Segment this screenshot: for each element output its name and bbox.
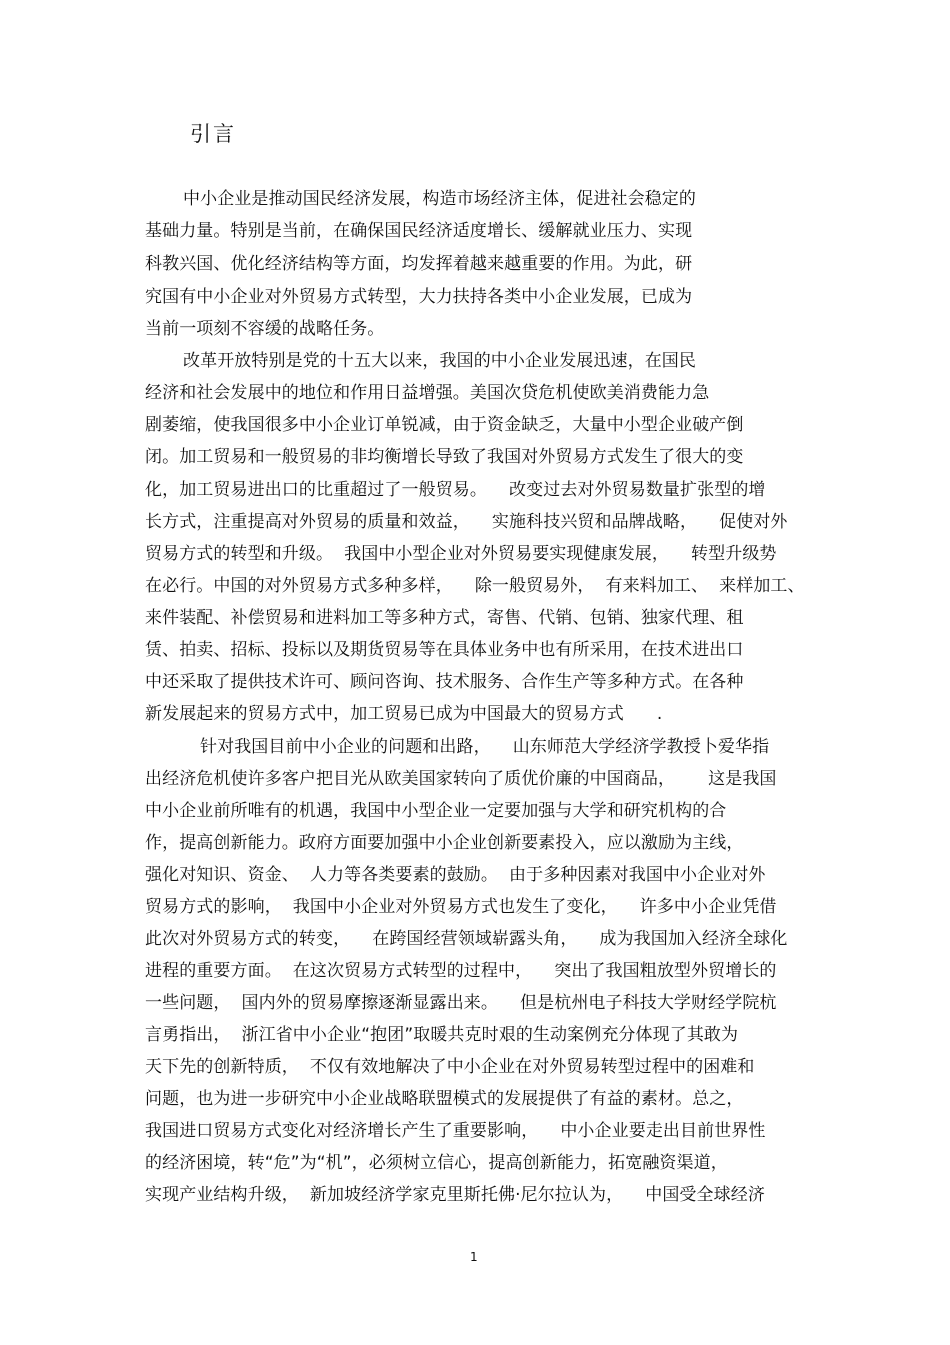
text-line: 贸易方式的转型和升级。 我国中小型企业对外贸易要实现健康发展， 转型升级势 [145, 544, 777, 564]
text-line: 改革开放特别是党的十五大以来，我国的中小企业发展迅速，在国民 [183, 351, 696, 371]
text-line: 闭。加工贸易和一般贸易的非均衡增长导致了我国对外贸易方式发生了很大的变 [145, 447, 744, 467]
text-line: 言勇指出， 浙江省中小企业“抱团”取暖共克时艰的生动案例充分体现了其敢为 [145, 1025, 739, 1045]
text-line: 贸易方式的影响， 我国中小企业对外贸易方式也发生了变化， 许多中小企业凭借 [145, 897, 777, 917]
text-line: 进程的重要方面。 在这次贸易方式转型的过程中， 突出了我国粗放型外贸增长的 [145, 961, 777, 981]
text-line: 我国进口贸易方式变化对经济增长产生了重要影响， 中小企业要走出目前世界性 [145, 1121, 766, 1141]
text-line: 来件装配、补偿贸易和进料加工等多种方式，寄售、代销、包销、独家代理、租 [145, 608, 744, 628]
text-line: 长方式，注重提高对外贸易的质量和效益， 实施科技兴贸和品牌战略， 促使对外 [145, 512, 788, 532]
section-heading: 引言 [190, 122, 236, 146]
text-line: 中还采取了提供技术许可、顾问咨询、技术服务、合作生产等多种方式。在各种 [145, 672, 744, 692]
text-line: 天下先的创新特质， 不仅有效地解决了中小企业在对外贸易转型过程中的困难和 [145, 1057, 755, 1077]
text-line: 赁、拍卖、招标、投标以及期货贸易等在具体业务中也有所采用，在技术进出口 [145, 640, 744, 660]
text-line: 经济和社会发展中的地位和作用日益增强。美国次贷危机使欧美消费能力急 [145, 383, 710, 403]
text-line: 新发展起来的贸易方式中，加工贸易已成为中国最大的贸易方式 . [145, 704, 663, 724]
text-line: 出经济危机使许多客户把目光从欧美国家转向了质优价廉的中国商品， 这是我国 [145, 769, 777, 789]
text-line: 中小企业前所唯有的机遇，我国中小型企业一定要加强与大学和研究机构的合 [145, 801, 727, 821]
text-line: 针对我国目前中小企业的问题和出路， 山东师范大学经济学教授卜爱华指 [200, 737, 770, 757]
page-number: 1 [470, 1250, 478, 1264]
text-line: 基础力量。特别是当前，在确保国民经济适度增长、缓解就业压力、实现 [145, 221, 693, 241]
text-line: 究国有中小企业对外贸易方式转型，大力扶持各类中小企业发展，已成为 [145, 287, 693, 307]
text-line: 当前一项刻不容缓的战略任务。 [145, 319, 385, 339]
text-line: 的经济困境，转“危”为“机”，必须树立信心，提高创新能力，拓宽融资渠道， [145, 1153, 728, 1173]
text-line: 科教兴国、优化经济结构等方面，均发挥着越来越重要的作用。为此，研 [145, 254, 693, 274]
text-line: 强化对知识、资金、 人力等各类要素的鼓励。 由于多种因素对我国中小企业对外 [145, 865, 766, 885]
text-line: 化，加工贸易进出口的比重超过了一般贸易。 改变过去对外贸易数量扩张型的增 [145, 480, 766, 500]
text-line: 此次对外贸易方式的转变， 在跨国经营领域崭露头角， 成为我国加入经济全球化 [145, 929, 788, 949]
text-line: 作，提高创新能力。政府方面要加强中小企业创新要素投入，应以激励为主线， [145, 833, 744, 853]
text-line: 在必行。中国的对外贸易方式多种多样， 除一般贸易外， 有来料加工、 来样加工、 [145, 576, 805, 596]
text-line: 剧萎缩，使我国很多中小企业订单锐减，由于资金缺乏，大量中小型企业破产倒 [145, 415, 744, 435]
text-line: 实现产业结构升级， 新加坡经济学家克里斯托佛·尼尔拉认为， 中国受全球经济 [145, 1185, 765, 1205]
text-line: 中小企业是推动国民经济发展，构造市场经济主体，促进社会稳定的 [183, 189, 696, 209]
text-line: 问题，也为进一步研究中小企业战略联盟模式的发展提供了有益的素材。总之， [145, 1089, 744, 1109]
text-line: 一些问题， 国内外的贸易摩擦逐渐显露出来。 但是杭州电子科技大学财经学院杭 [145, 993, 777, 1013]
